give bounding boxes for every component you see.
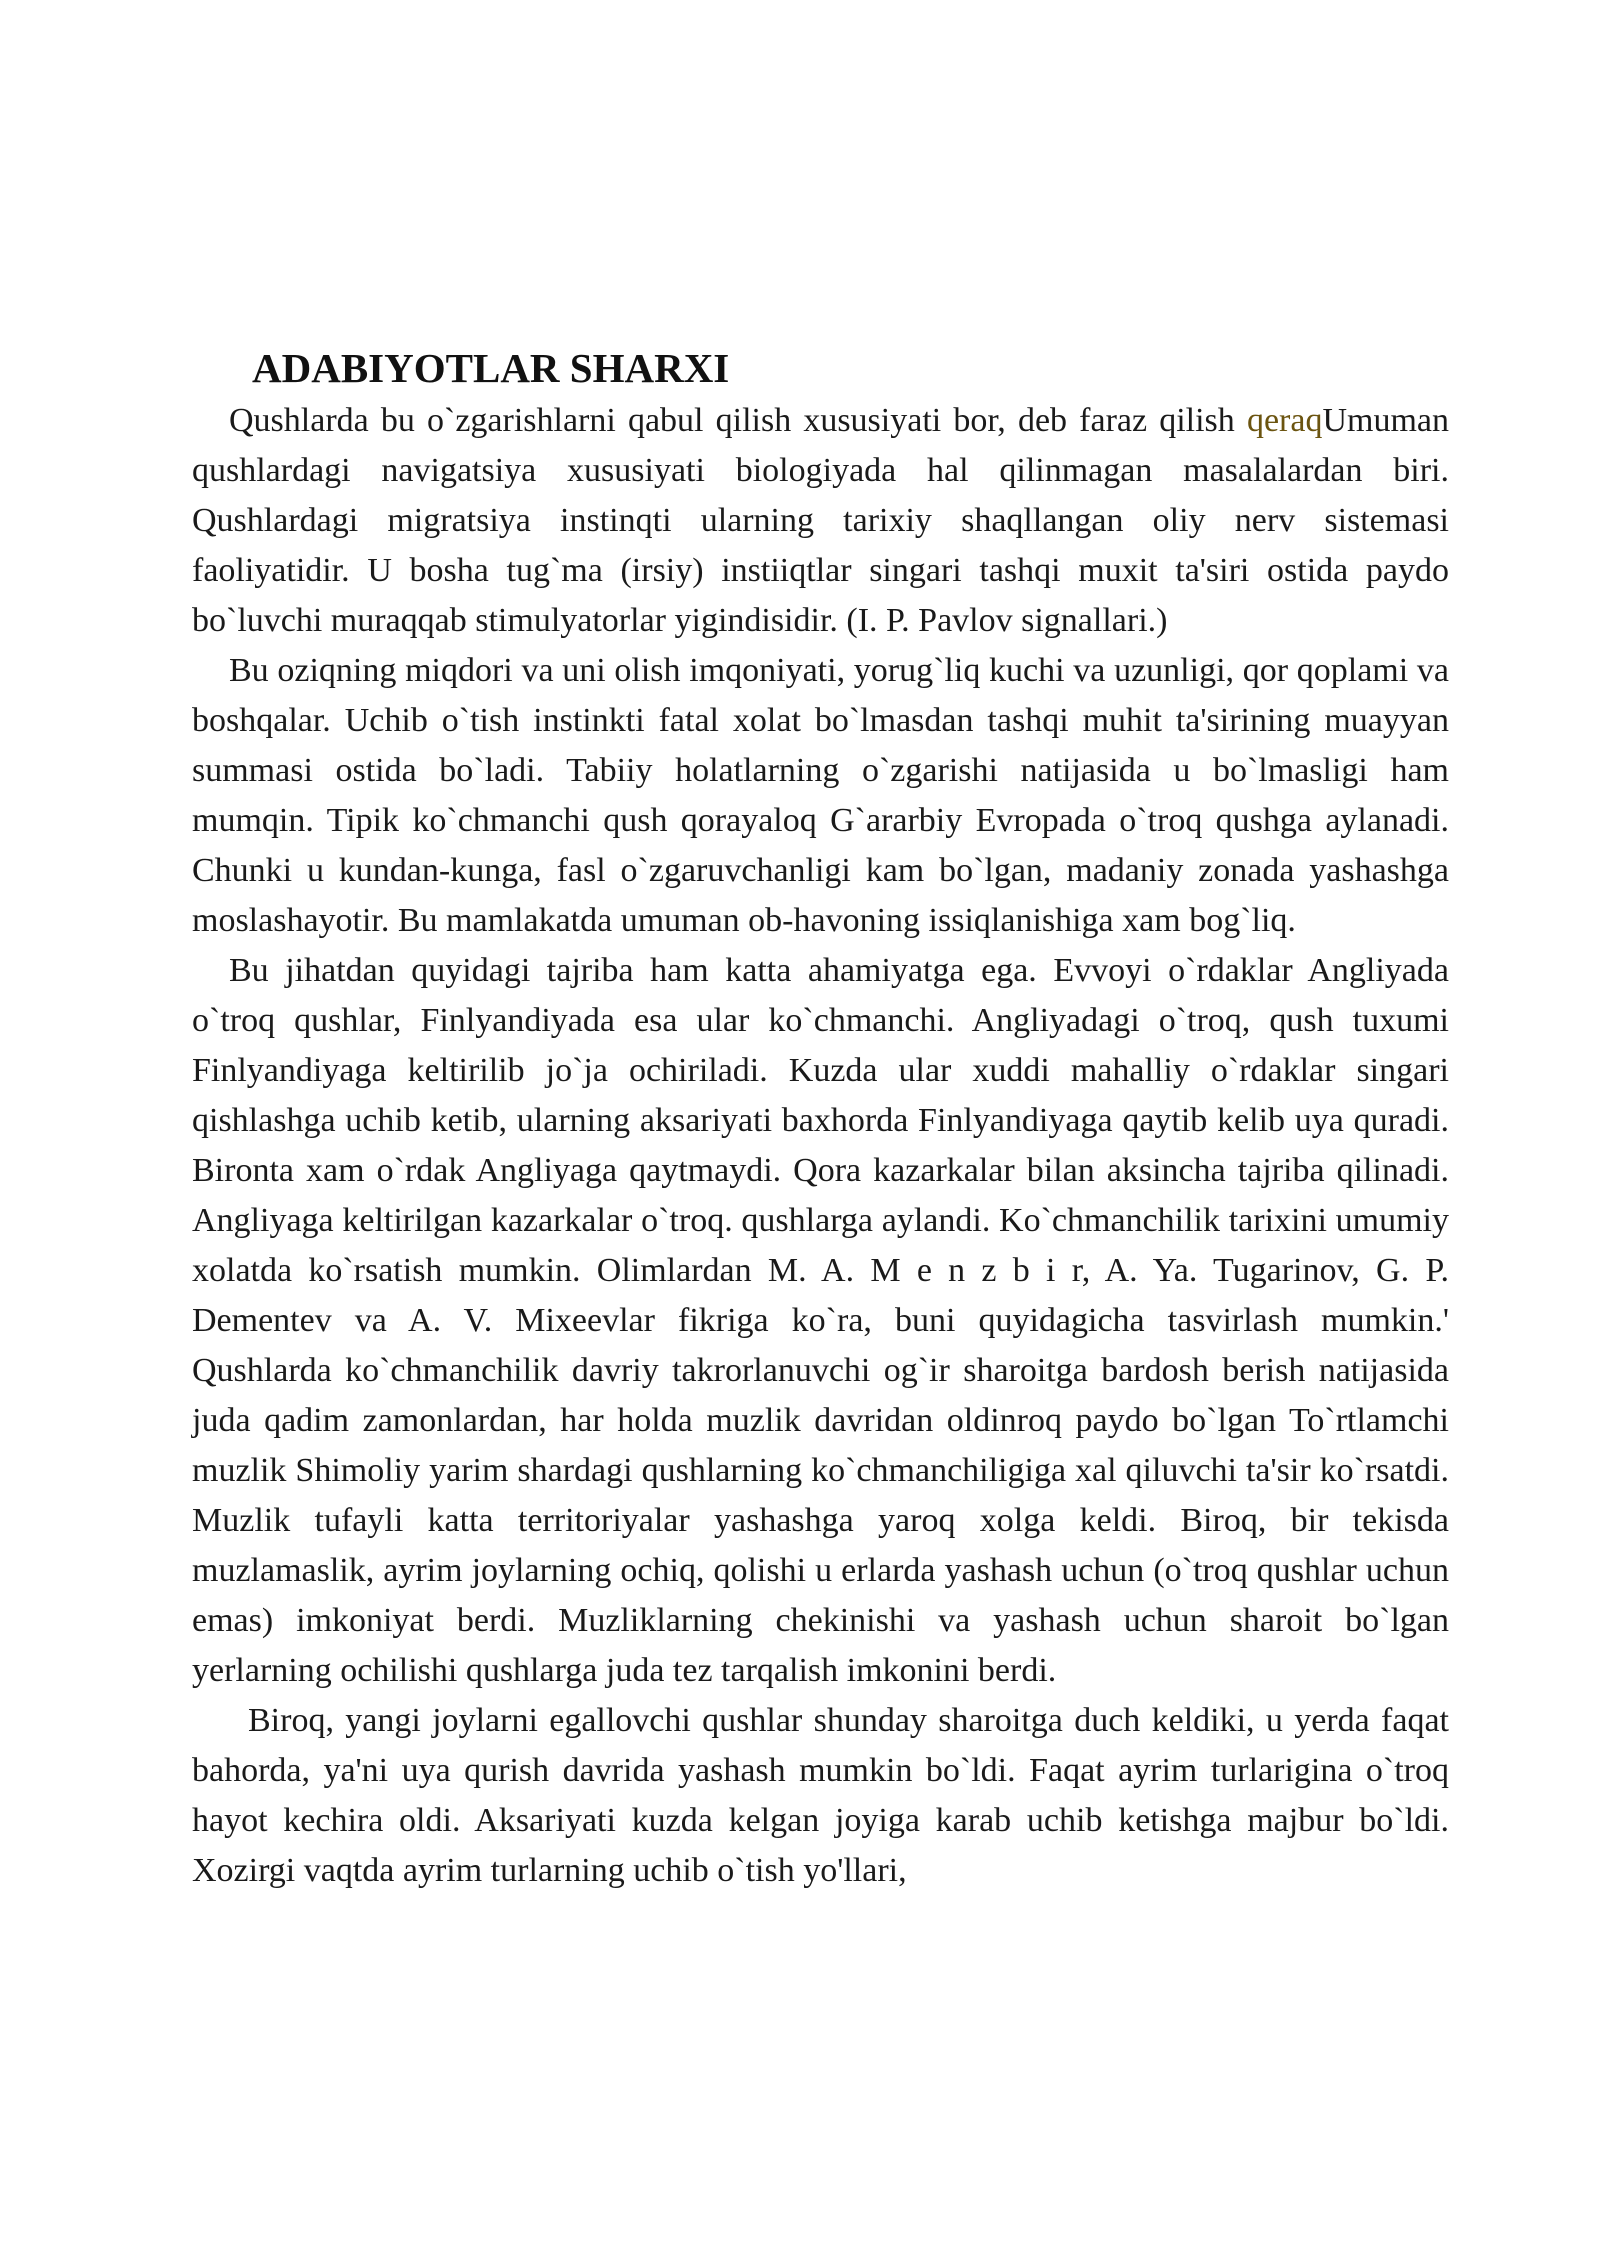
paragraph-1-accent-word: qeraq	[1246, 402, 1323, 439]
paragraph-1-intro: Qushlarda bu o`zgarishlarni qabul qilish xususiyati bor, deb faraz qilish	[229, 402, 1247, 439]
paragraph-1	[192, 396, 1449, 646]
paragraph-1-body: Umuman qushlardagi navigatsiya xususiyati biologiyada hal qilinmagan masalalardan biri. Qushlardagi migratsiya instinqti ularning tarixiy shaqllangan oliy nerv sistemasi faoliyatidir. U bosha tug`ma (irsiy) instiiqtlar singari tashqi muxit ta'siri ostida paydo bo`luvchi muraqqab stimulyatorlar yigindisidir. (I. P. Pavlov signallari.)	[192, 402, 1449, 639]
paragraph-3: Bu jihatdan quyidagi tajriba ham katta ahamiyatga ega. Evvoyi o`rdaklar Angliyada o`troq qushlar, Finlyandiyada esa ular ko`chmanchi. Angliyadagi o`troq, qush tuxumi Finlyandiyaga keltirilib jo`ja ochiriladi. Kuzda ular xuddi mahalliy o`rdaklar singari qishlashga uchib ketib, ularning aksariyati baxhorda Finlyandiyaga qaytib kelib uya quradi. Bironta xam o`rdak Angliyaga qaytmaydi. Qora kazarkalar bilan aksincha tajriba qilinadi. Angliyaga keltirilgan kazarkalar o`troq. qushlarga aylandi. Ko`chmanchilik tarixini umumiy xolatda ko`rsatish mumkin. Olimlardan M. A. M e n z b i r, A. Ya. Tugarinov, G. P. Dementev va A. V. Mixeevlar fikriga ko`ra, buni quyidagicha tasvirlash mumkin.' Qushlarda ko`chmanchilik davriy takrorlanuvchi og`ir sharoitga bardosh berish natijasida juda qadim zamonlardan, har holda muzlik davridan oldinroq paydo bo`lgan To`rtlamchi muzlik Shimoliy yarim shardagi qushlarning ko`chmanchiligiga xal qiluvchi ta'sir ko`rsatdi. Muzlik tufayli katta territoriyalar yashashga yaroq xolga keldi. Biroq, bir tekisda muzlamaslik, ayrim joylarning ochiq, qolishi u erlarda yashash uchun (o`troq qushlar uchun emas) imkoniyat berdi. Muzliklarning chekinishi va yashash uchun sharoit bo`lgan yerlarning ochilishi qushlarga juda tez tarqalish imkonini berdi.	[192, 952, 1449, 1689]
paragraph-4: Biroq, yangi joylarni egallovchi qushlar shunday sharoitga duch keldiki, u yerda faqat bahorda, ya'ni uya qurish davrida yashash mumkin bo`ldi. Faqat ayrim turlarigina o`troq hayot kechira oldi. Aksariyati kuzda kelgan joyiga karab uchib ketishga majbur bo`ldi. Xozirgi vaqtda ayrim turlarning uchib o`tish yo'llari,	[192, 1702, 1449, 1889]
paragraph-2: Bu oziqning miqdori va uni olish imqoniyati, yorug`liq kuchi va uzunligi, qor qoplami va boshqalar. Uchib o`tish instinkti fatal xolat bo`lmasdan tashqi muhit ta'sirining muayyan summasi ostida bo`ladi. Tabiiy holatlarning o`zgarishi natijasida u bo`lmasligi ham mumqin. Tipik ko`chmanchi qush qorayaloq G`ararbiy Evropada o`troq qushga aylanadi. Chunki u kundan-kunga, fasl o`zgaruvchanligi kam bo`lgan, madaniy zonada yashashga moslashayotir. Bu mamlakatda umuman ob-havoning issiqlanishiga xam bog`liq.	[192, 652, 1449, 939]
document-page	[192, 340, 1449, 1896]
section-heading: ADABIYOTLAR SHARXI	[252, 345, 730, 391]
